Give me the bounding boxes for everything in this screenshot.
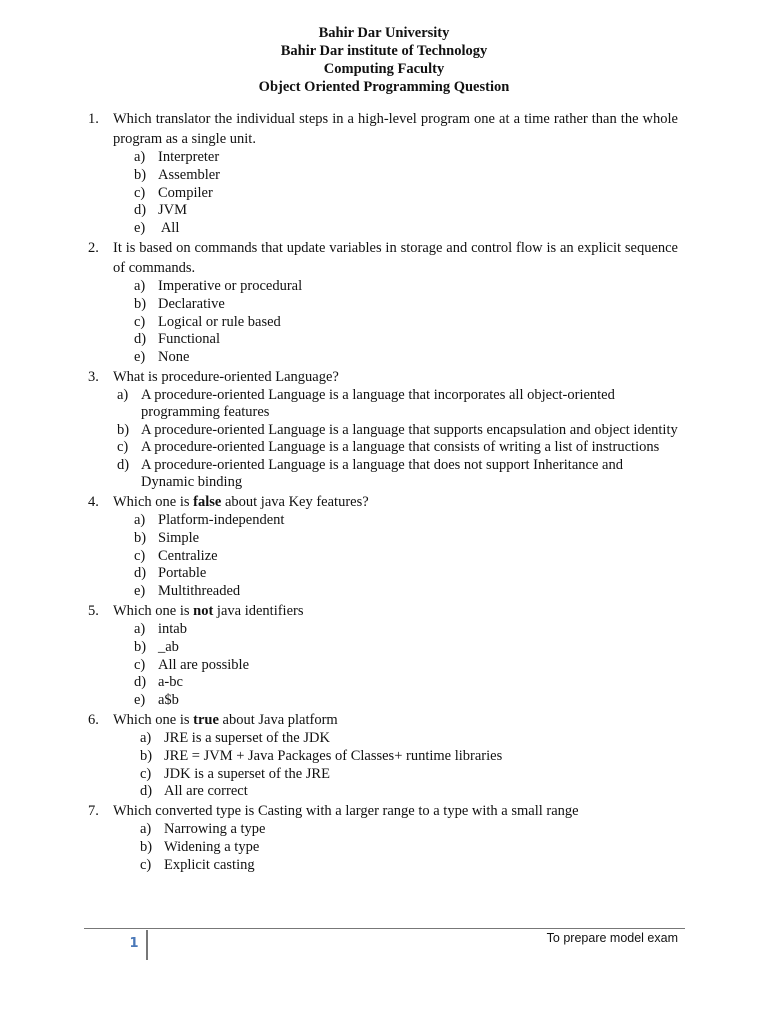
option-a [134, 277, 678, 296]
question-text-after: java identifiers [213, 602, 304, 619]
footer-note: To prepare model exam [546, 931, 678, 945]
option-d [134, 674, 678, 692]
question-text: Which converted type is Casting with a larger range to a type with a small range [113, 803, 579, 820]
option-label: b) [134, 166, 147, 183]
option-c [134, 184, 678, 203]
option-label: a) [134, 620, 146, 637]
question-text-before: Which one is [113, 493, 194, 510]
option-text: Imperative or procedural [158, 277, 303, 294]
question-number: 6. [88, 711, 99, 728]
option-text: _ab [158, 638, 179, 655]
option-label: c) [134, 184, 146, 201]
question-text: It is based on commands that update variables in storage and control flow is an explicit sequence of commands. [113, 239, 678, 276]
option-label: c) [140, 765, 152, 782]
option-c [140, 765, 678, 784]
option-text: A procedure-oriented Language is a language that does not support Inheritance and Dynamic binding [141, 456, 623, 491]
option-list [88, 149, 678, 238]
option-label: d) [117, 456, 130, 473]
option-e [134, 220, 678, 238]
option-label: b) [140, 838, 153, 855]
option-text: A procedure-oriented Language is a language that supports encapsulation and object identity [141, 421, 678, 438]
option-c [134, 313, 678, 332]
option-d [134, 565, 678, 583]
question-6 [88, 710, 678, 801]
question-text: Which translator the individual steps in a high-level program one at a time rather than the whole program as a single unit. [113, 111, 678, 147]
option-e [134, 583, 678, 601]
question-7 [88, 801, 678, 874]
option-label: d) [134, 331, 147, 348]
option-text: JRE = JVM + Java Packages of Classes+ runtime libraries [164, 747, 503, 764]
question-number: 1. [88, 111, 99, 127]
option-label: e) [134, 349, 146, 366]
question-text [113, 710, 678, 730]
option-label: e) [134, 220, 146, 237]
option-label: a) [117, 386, 129, 403]
question-text-before: Which one is [113, 602, 194, 619]
option-text: Portable [158, 565, 207, 582]
question-number: 7. [88, 803, 99, 820]
question-list [88, 109, 678, 875]
question-text-emphasis: false [193, 493, 222, 510]
option-label: b) [117, 421, 130, 438]
document-header [0, 24, 768, 96]
option-text: Multithreaded [158, 583, 241, 600]
page-number-divider [146, 930, 148, 960]
question-text [113, 601, 678, 621]
question-text-emphasis: not [193, 602, 214, 619]
option-text: Narrowing a type [164, 821, 266, 838]
option-text: Functional [158, 331, 221, 348]
question-4 [88, 492, 678, 601]
option-label: a) [140, 729, 152, 746]
option-label: c) [134, 313, 146, 330]
option-b [117, 421, 678, 440]
option-e [134, 692, 678, 710]
option-label: e) [134, 692, 146, 709]
option-label: c) [140, 856, 152, 873]
question-text-after: about Java platform [218, 711, 338, 728]
option-label: b) [140, 747, 153, 764]
page-number: 1 [129, 936, 139, 951]
option-text: Centralize [158, 547, 218, 564]
option-c [134, 547, 678, 566]
question-text-after: about java Key features? [221, 493, 369, 510]
option-label: c) [117, 439, 129, 456]
question-2 [88, 238, 678, 367]
option-text: All [158, 220, 180, 237]
option-label: b) [134, 295, 147, 312]
option-d [117, 456, 678, 492]
question-number: 5. [88, 602, 99, 619]
option-e [134, 349, 678, 367]
footer-divider [84, 928, 685, 929]
option-d [140, 783, 678, 801]
university-name: Bahir Dar University [318, 25, 450, 41]
option-label: a) [134, 511, 146, 528]
option-b [140, 838, 678, 857]
option-label: c) [134, 547, 146, 564]
option-label: d) [134, 565, 147, 582]
option-label: a) [140, 821, 152, 838]
option-text: All are correct [164, 783, 248, 800]
option-c [134, 656, 678, 675]
question-text-emphasis: true [193, 711, 219, 728]
option-b [134, 295, 678, 314]
option-d [134, 331, 678, 349]
option-list [88, 730, 678, 801]
option-a [134, 511, 678, 530]
option-label: b) [134, 529, 147, 546]
option-text: Compiler [158, 184, 213, 201]
option-label: d) [134, 674, 147, 691]
question-text [113, 492, 678, 512]
document-title: Object Oriented Programming Question [258, 79, 510, 95]
option-a [117, 386, 678, 422]
option-text: JVM [158, 202, 188, 219]
option-b [134, 638, 678, 657]
question-5 [88, 601, 678, 710]
option-label: b) [134, 638, 147, 655]
option-a [140, 729, 678, 748]
option-text: Assembler [158, 166, 221, 183]
option-b [140, 747, 678, 766]
question-number: 4. [88, 493, 99, 510]
question-text: What is procedure-oriented Language? [113, 368, 339, 385]
option-text: a$b [158, 692, 179, 709]
option-text: A procedure-oriented Language is a language that incorporates all object-oriented programming features [141, 386, 615, 421]
option-text: intab [158, 620, 187, 637]
option-list [88, 387, 678, 492]
option-text: Widening a type [164, 838, 260, 855]
option-list [88, 278, 678, 367]
option-list [88, 621, 678, 710]
option-text: Explicit casting [164, 856, 255, 873]
option-a [134, 620, 678, 639]
option-d [134, 202, 678, 220]
question-3 [88, 367, 678, 492]
option-a [140, 821, 678, 839]
option-label: c) [134, 656, 146, 673]
option-text: Interpreter [158, 149, 220, 165]
option-text: All are possible [158, 656, 250, 673]
option-text: JRE is a superset of the JDK [164, 729, 330, 746]
option-text: a-bc [158, 674, 183, 691]
option-a [134, 149, 678, 167]
question-1 [88, 109, 678, 238]
option-list [88, 512, 678, 601]
institute-name: Bahir Dar institute of Technology [280, 43, 488, 59]
option-c [140, 856, 678, 875]
question-number: 3. [88, 368, 99, 385]
option-b [134, 166, 678, 185]
option-c [117, 439, 678, 457]
option-text: A procedure-oriented Language is a language that consists of writing a list of instructions [141, 439, 660, 456]
faculty-name: Computing Faculty [323, 61, 445, 77]
option-text: Simple [158, 529, 200, 546]
question-number: 2. [88, 239, 99, 256]
option-list [88, 821, 678, 874]
option-text: Declarative [158, 295, 225, 312]
option-text: Platform-independent [158, 511, 285, 528]
option-label: e) [134, 583, 146, 600]
option-b [134, 529, 678, 548]
question-text-before: Which one is [113, 711, 194, 728]
option-label: d) [134, 202, 147, 219]
option-label: a) [134, 277, 146, 294]
option-text: JDK is a superset of the JRE [164, 765, 330, 782]
option-label: d) [140, 783, 153, 800]
option-label: a) [134, 149, 146, 165]
option-text: None [158, 349, 190, 366]
option-text: Logical or rule based [158, 313, 281, 330]
